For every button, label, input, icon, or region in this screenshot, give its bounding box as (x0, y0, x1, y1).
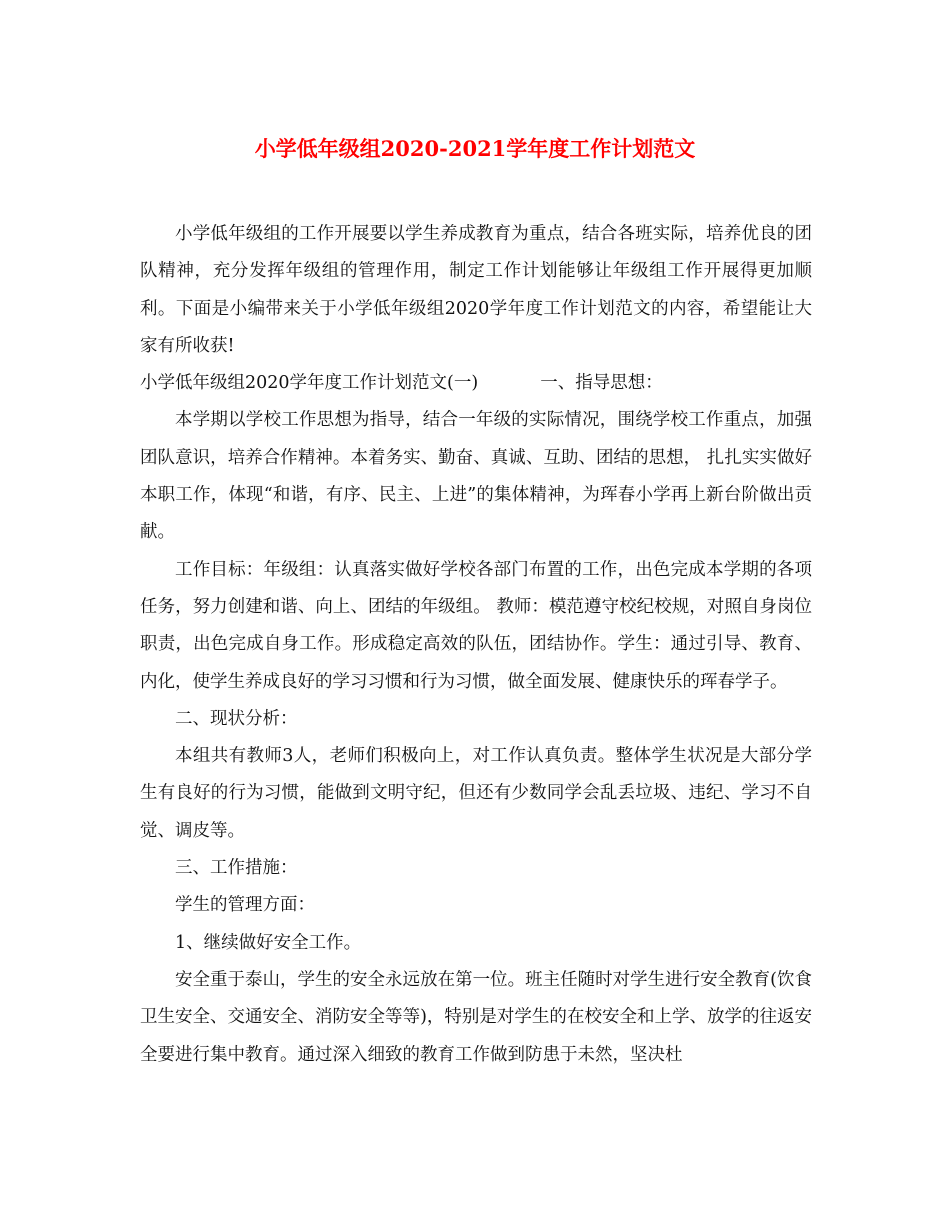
heading-guiding: 一、指导思想： (540, 373, 663, 394)
heading-student-management: 学生的管理方面： (175, 895, 315, 916)
safety-paragraph: 安全重于泰山，学生的安全永远放在第一位。班主任随时对学生进行安全教育(饮食卫生安全、交通安全、消防安全等等)，特别是对学生的在校安全和上学、放学的往返安全要进行集中教育。通过深入细致的教育工作做到防患于未然，坚决杜 (140, 969, 812, 1065)
heading-measures: 三、工作措施： (175, 858, 298, 879)
document-title: 小学低年级组2020-2021学年度工作计划范文 (254, 136, 696, 161)
document-body (140, 216, 812, 1074)
intro-paragraph: 小学低年级组的工作开展要以学生养成教育为重点，结合各班实际，培养优良的团队精神，充分发挥年级组的管理作用，制定工作计划能够让年级组工作开展得更加顺利。下面是小编带来关于小学低年级组2020学年度工作计划范文的内容，希望能让大家有所收获! (140, 224, 812, 356)
status-paragraph: 本组共有教师3人，老师们积极向上，对工作认真负责。整体学生状况是大部分学生有良好的行为习惯，能做到文明守纪，但还有少数同学会乱丢垃圾、违纪、学习不自觉、调皮等。 (140, 746, 812, 841)
section-one-line (140, 365, 812, 402)
item-safety: 1、继续做好安全工作。 (175, 932, 362, 953)
guiding-paragraph: 本学期以学校工作思想为指导，结合一年级的实际情况，围绕学校工作重点，加强团队意识，培养合作精神。本着务实、勤奋、真诚、互助、团结的思想， 扎扎实实做好本职工作，体现“和谐，有序、民主、上进”的集体精神，为珲春小学再上新台阶做出贡献。 (140, 410, 812, 543)
section-one-title: 小学低年级组2020学年度工作计划范文(一) (140, 373, 479, 394)
heading-status: 二、现状分析： (175, 708, 298, 729)
goals-paragraph: 工作目标：年级组：认真落实做好学校各部门布置的工作，出色完成本学期的各项任务，努力创建和谐、向上、团结的年级组。 教师：模范遵守校纪校规，对照自身岗位职责，出色完成自身工作。形成稳定高效的队伍，团结协作。学生：通过引导、教育、内化，使学生养成良好的学习习惯和行为习惯，做全面发展、健康快乐的珲春学子。 (140, 559, 812, 692)
